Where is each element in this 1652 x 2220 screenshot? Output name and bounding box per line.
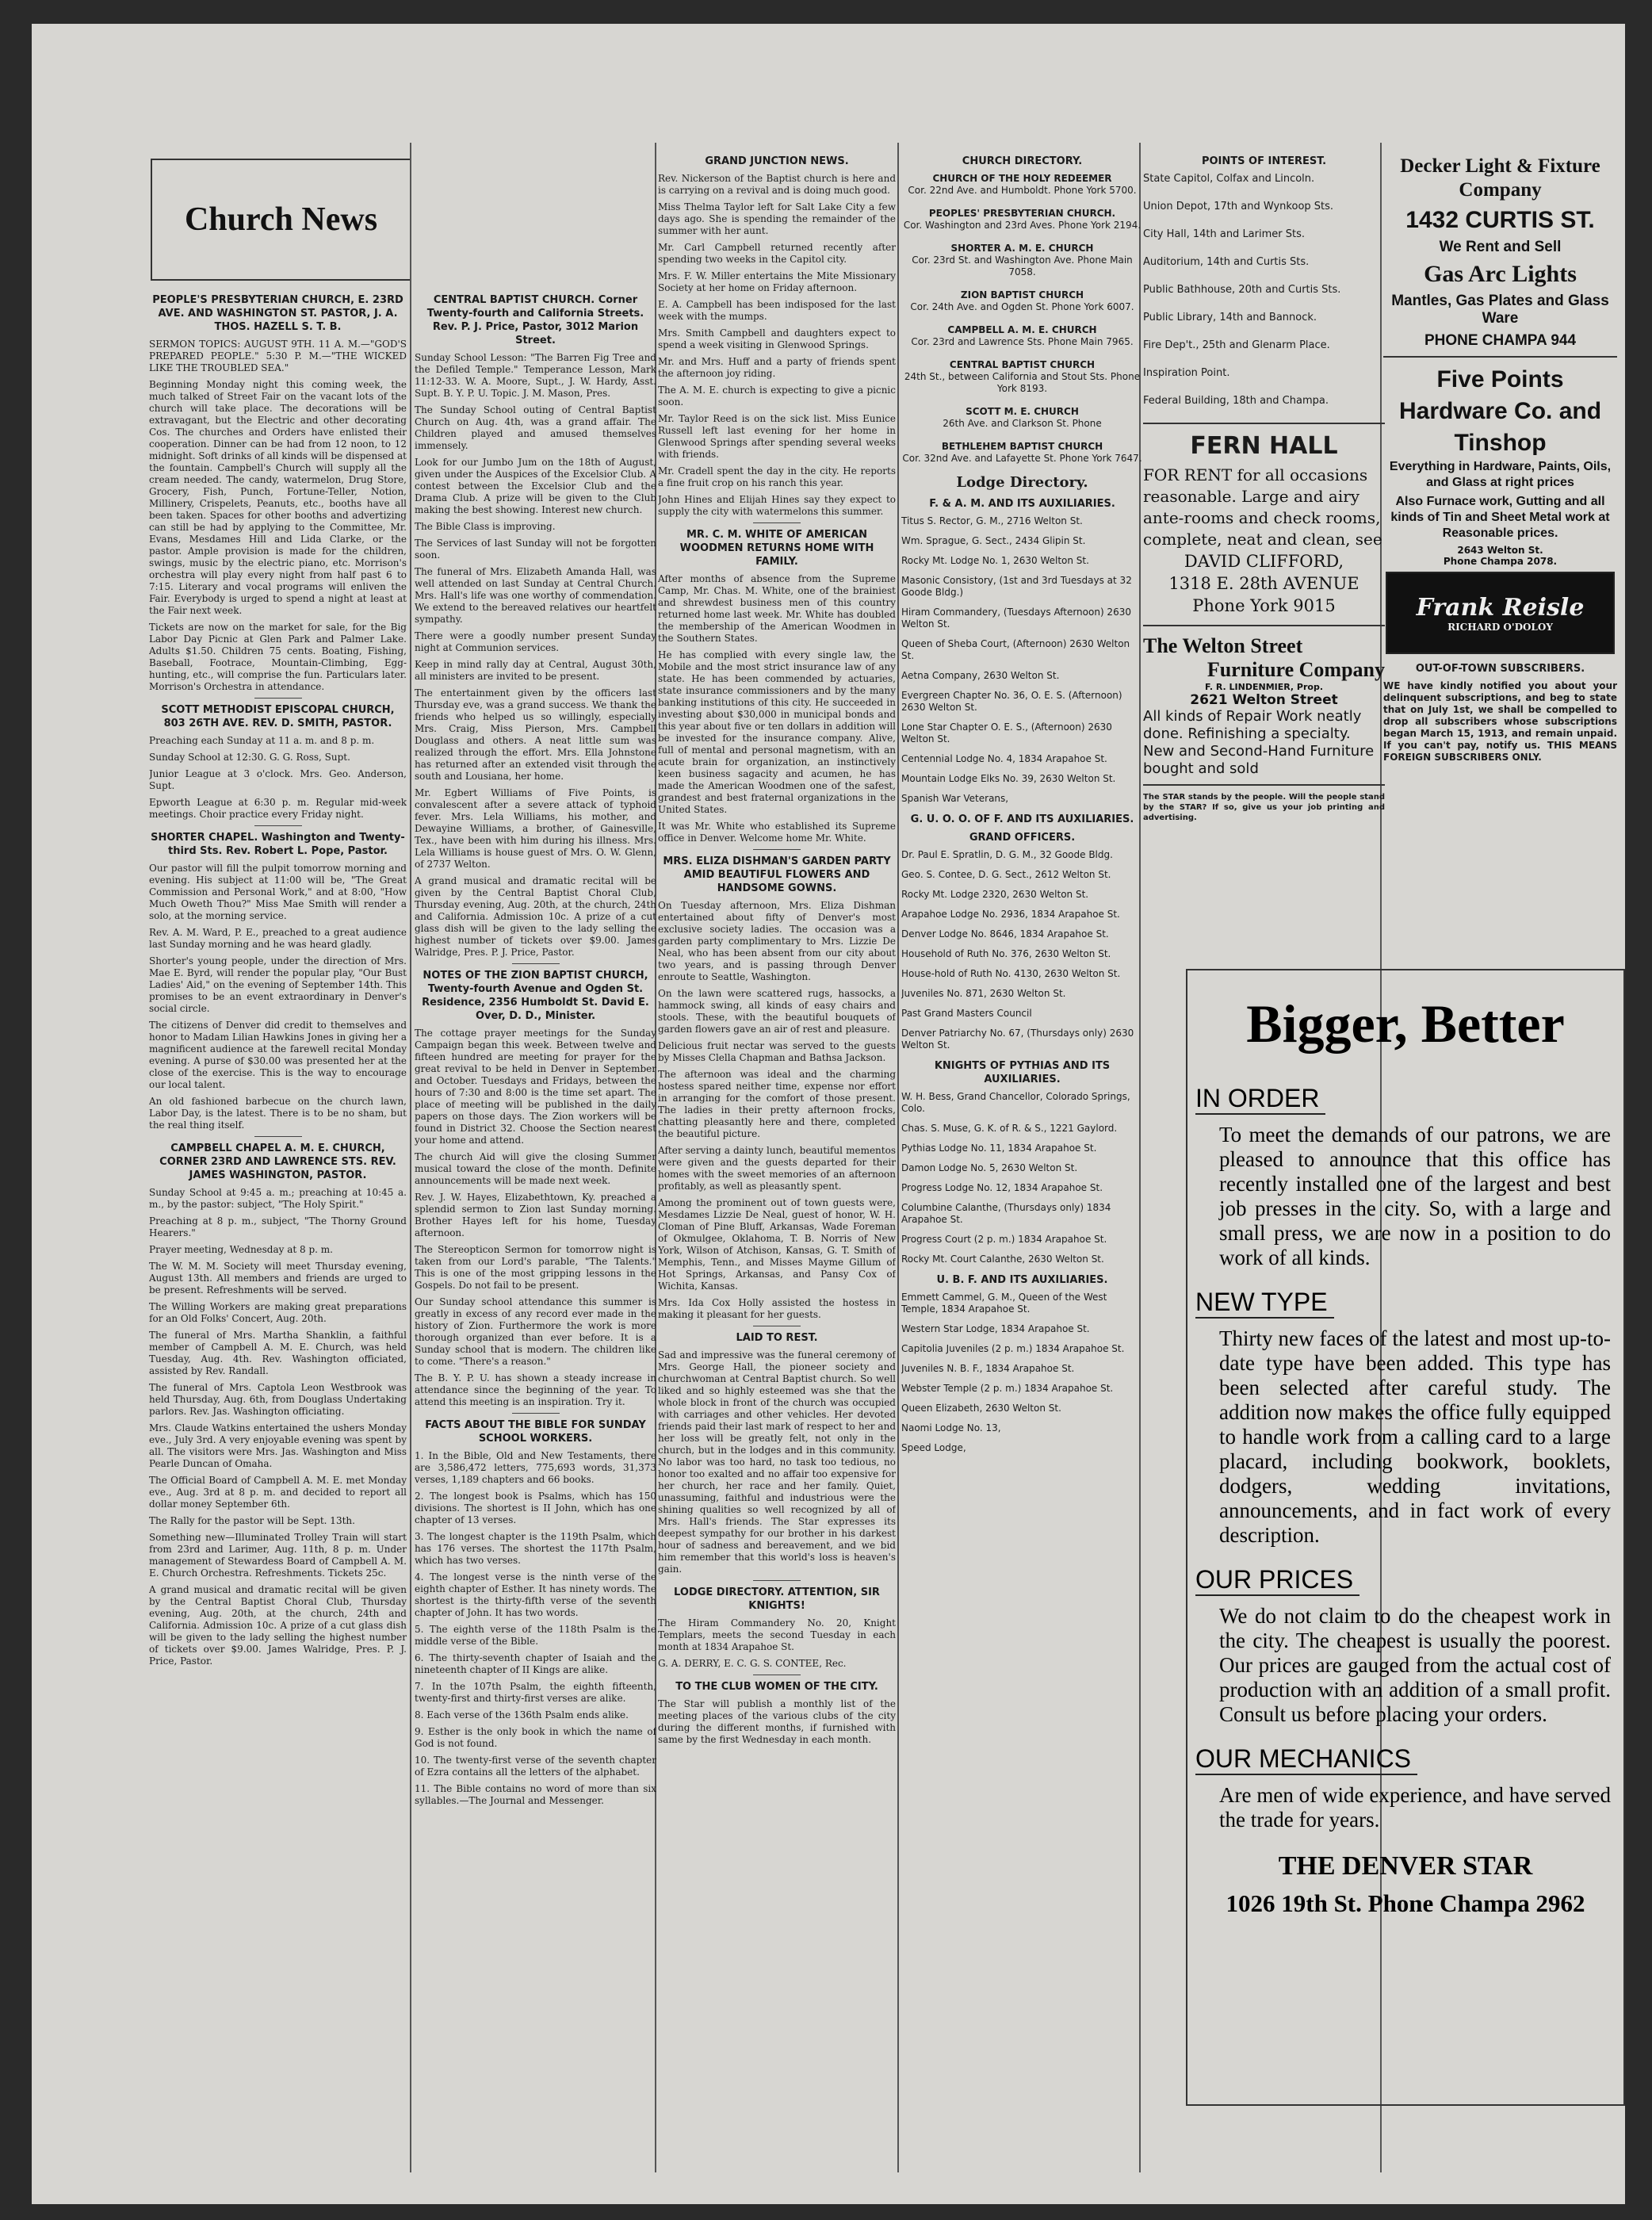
church-name: CAMPBELL A. M. E. CHURCH <box>947 324 1097 335</box>
point-of-interest: Auditorium, 14th and Curtis Sts. <box>1143 256 1310 268</box>
church-entry <box>901 406 1143 430</box>
lodge-entry: Juveniles No. 871, 2630 Welton St. <box>901 988 1066 999</box>
church-name: ZION BAPTIST CHURCH <box>960 289 1084 300</box>
article-paragraph: Our pastor will fill the pulpit tomorrow morning and evening. His subject at 11:00 will be, "The Great Commission and Personal Work," and at 8:00, "How Much Oweth Thou?" Miss Mae Smith will render a solo, at the morning service. <box>149 863 407 921</box>
article-heading: PEOPLE'S PRESBYTERIAN CHURCH, E. 23RD AVE. AND WASHINGTON ST. PASTOR, J. A. THOS. HAZELL S. T. B. <box>152 294 403 333</box>
article-heading: CENTRAL BAPTIST CHURCH. Corner Twenty-fourth and California Streets. Rev. P. J. Price, Pastor, 3012 Marion Street. <box>426 294 644 346</box>
points-of-interest <box>1143 173 1385 407</box>
lodge-entry: Mountain Lodge Elks No. 39, 2630 Welton St. <box>901 773 1116 784</box>
article-paragraph: Shorter's young people, under the direction of Mrs. Mae E. Byrd, will render the popular play, "Our Bust Ladies' Aid," on the evening of September 14th. This promises to be an event extraordinary in Denver's social circle. <box>149 955 407 1014</box>
article-paragraph: 3. The longest chapter is the 119th Psalm, which has 176 verses. The shortest the 117th Psalm, which has two verses. <box>415 1531 656 1566</box>
article-paragraph: A grand musical and dramatic recital will be given by the Central Baptist Choral Club, Thursday evening, Aug. 20th, at the church, 24th and California. Admission 10c. A prize of a cut glass dish will be given to the lady selling the highest number of tickets over $9.00. James Walridge, Pres. P. J. Price, Pastor. <box>415 875 656 958</box>
lodge-entry: Emmett Cammel, G. M., Queen of the West Temple, 1834 Arapahoe St. <box>901 1292 1107 1315</box>
article-paragraph: 9. Esther is the only book in which the name of God is not found. <box>415 1726 656 1749</box>
article-heading: LODGE DIRECTORY. ATTENTION, SIR KNIGHTS! <box>674 1587 880 1612</box>
lodge-entry: Geo. S. Contee, D. G. Sect., 2612 Welton St. <box>901 869 1111 880</box>
lodge-entry: Rocky Mt. Lodge No. 1, 2630 Welton St. <box>901 555 1089 566</box>
article-heading: SCOTT METHODIST EPISCOPAL CHURCH, 803 26TH AVE. REV. D. SMITH, PASTOR. <box>161 704 395 729</box>
separator <box>512 963 560 964</box>
lodge-entry: Centennial Lodge No. 4, 1834 Arapahoe St. <box>901 753 1107 764</box>
article-paragraph: On the lawn were scattered rugs, hassocks, a hammock swing, all kinds of easy chairs and stools. These, with the beautiful bouquets of garden flowers gave an air of rest and pleasure. <box>658 988 896 1035</box>
point-of-interest: Union Depot, 17th and Wynkoop Sts. <box>1143 201 1334 212</box>
lodge-entry: Webster Temple (2 p. m.) 1834 Arapahoe St. <box>901 1383 1114 1394</box>
lodge-entry: Spanish War Veterans, <box>901 793 1009 804</box>
article-heading: FACTS ABOUT THE BIBLE FOR SUNDAY SCHOOL WORKERS. <box>425 1419 646 1445</box>
article-paragraph: Mrs. Ida Cox Holly assisted the hostess in making it pleasant for her guests. <box>658 1297 896 1320</box>
article-paragraph: The funeral of Mrs. Elizabeth Amanda Hall, was well attended on last Sunday at Central Church. Mrs. Hall's life was one worthy of commendation. We extend to the bereaved relatives our heartfelt sympathy. <box>415 566 656 625</box>
reisle-logo-name: Frank Reisle <box>1416 593 1585 622</box>
article-paragraph: The Services of last Sunday will not be forgotten soon. <box>415 538 656 561</box>
lodge-directory <box>901 497 1143 1454</box>
lodge-entry: Rocky Mt. Lodge 2320, 2630 Welton St. <box>901 889 1089 900</box>
church-address: Cor. 23rd St. and Washington Ave. Phone Main 7058. <box>912 255 1133 278</box>
church-name: CHURCH OF THE HOLY REDEEMER <box>932 173 1112 184</box>
article-paragraph: 6. The thirty-seventh chapter of Isaiah and the nineteenth chapter of II Kings are alike. <box>415 1652 656 1675</box>
five-points-title: Five Points Hardware Co. and Tinshop <box>1398 366 1602 456</box>
separator <box>753 1580 801 1581</box>
article-paragraph: There were a goodly number present Sunday night at Communion services. <box>415 630 656 653</box>
article-paragraph: The funeral of Mrs. Martha Shanklin, a faithful member of Campbell A. M. E. Church, was held Tuesday, Aug. 4th. Rev. Washington officiated, assisted by Rev. Randall. <box>149 1330 407 1376</box>
article-paragraph: The church Aid will give the closing Summer musical toward the close of the month. Definite announcements will be made next week. <box>415 1151 656 1186</box>
article-paragraph: Beginning Monday night this coming week, the much talked of Street Fair on the vacant lots of the church will take place. The decorations will be extravagant, but the Electric and other decorating Cos. The churches and Orders have enlisted their cooperation. Dinner can be had from 12 noon, to 12 midnight. Soft drinks of all kinds will be dispensed at the fountain. Campbell's Church will supply all the cream needed. The candy, watermelon, Drug Store, Grocery, Fish, Punch, Fortune-Teller, Notion, Millinery, Crispelets, Peanuts, etc., booths have all been taken. Spaces for other booths and advertizing can still be had by applying to the Committee, Mr. Evans, Mesdames Hill and Lida Clarke, or the pastor. Ample provision is made for the children, swings, music by the electric piano, etc. Morrison's orchestra will play every night from half past 6 to 7:15. Literary and vocal programs will enliven the Fair. Everybody is urged to spend a night at least at the Fair next week. <box>149 379 407 616</box>
column-3 <box>658 155 896 2180</box>
article-paragraph: The citizens of Denver did credit to themselves and honor to Madam Lilian Hawkins Jones in giving her a magnificent audience at the farewell recital Monday evening. A purse of $30.00 was presented her at the close of the exercise. This is the way to encourage our local talent. <box>149 1020 407 1090</box>
separator <box>512 1413 560 1414</box>
article-paragraph: 4. The longest verse is the ninth verse of the eighth chapter of Esther. It has ninety words. The shortest is the thirty-fifth verse of the seventh chapter of John. It has two words. <box>415 1571 656 1618</box>
lodge-entry: Rocky Mt. Court Calanthe, 2630 Welton St. <box>901 1254 1104 1265</box>
fern-hall-contact: DAVID CLIFFORD, <box>1184 552 1344 571</box>
lodge-entry: Progress Court (2 p. m.) 1834 Arapahoe St. <box>901 1234 1107 1245</box>
article-paragraph: Keep in mind rally day at Central, August 30th, all ministers are invited to be present. <box>415 659 656 682</box>
church-entry <box>901 243 1143 278</box>
article-paragraph: It was Mr. White who established its Supreme office in Denver. Welcome home Mr. White. <box>658 821 896 844</box>
article-paragraph: Miss Thelma Taylor left for Salt Lake City a few days ago. She is spending the remainder of the summer with her aunt. <box>658 201 896 236</box>
point-of-interest: Public Library, 14th and Bannock. <box>1143 312 1317 323</box>
church-name: PEOPLES' PRESBYTERIAN CHURCH. <box>928 208 1116 219</box>
lodge-entry: Queen of Sheba Court, (Afternoon) 2630 Welton St. <box>901 638 1130 661</box>
church-entry <box>901 173 1143 197</box>
out-of-town-body: WE have kindly notified you about your delinquent subscriptions, and beg to state that on July 1st, we shall be compelled to drop all subscribers whose subscriptions began March 15, 1913, and remain unpaid. If you can't pay, notify us. THIS MEANS FOREIGN SUBSCRIBERS ONLY. <box>1383 680 1617 763</box>
points-of-interest-title: POINTS OF INTEREST. <box>1201 155 1327 167</box>
separator <box>254 698 302 699</box>
bigger-better-title: Bigger, Better <box>1246 993 1565 1054</box>
article-paragraph: The afternoon was ideal and the charming hostess spared neither time, expense nor effort in arranging for the comfort of those present. The ladies in their pretty afternoon frocks, chatting pleasantly here and there, completed the beautiful picture. <box>658 1069 896 1139</box>
article-paragraph: 8. Each verse of the 136th Psalm ends alike. <box>415 1709 629 1720</box>
article-paragraph: Mrs. Smith Campbell and daughters expect to spend a week visiting in Glenwood Springs. <box>658 327 896 350</box>
article-paragraph: The B. Y. P. U. has shown a steady increase in attendance since the beginning of the year. To attend this meeting is an inspiration. Try it. <box>415 1372 656 1407</box>
church-directory <box>901 173 1143 465</box>
article-heading: GRAND JUNCTION NEWS. <box>705 155 849 167</box>
our-mechanics-body: Are men of wide experience, and have served the trade for years. <box>1219 1783 1611 1832</box>
lodge-entry: Juveniles N. B. F., 1834 Arapahoe St. <box>901 1363 1075 1374</box>
article-paragraph: John Hines and Elijah Hines say they expect to supply the city with watermelons this summer. <box>658 494 896 517</box>
church-address: Cor. 23rd and Lawrence Sts. Phone Main 7965. <box>911 336 1134 347</box>
lodge-entry: Progress Lodge No. 12, 1834 Arapahoe St. <box>901 1182 1103 1193</box>
column-1 <box>149 293 407 2180</box>
reisle-logo <box>1386 572 1615 654</box>
article-paragraph: 1. In the Bible, Old and New Testaments, there are 3,586,472 letters, 775,693 words, 31,373 verses, 1,189 chapters and 66 books. <box>415 1450 656 1485</box>
lodge-group-heading: U. B. F. AND ITS AUXILIARIES. <box>936 1274 1108 1286</box>
lodge-entry: Denver Patriarchy No. 67, (Thursdays only) 2630 Welton St. <box>901 1028 1134 1051</box>
decker-address: 1432 CURTIS ST. <box>1405 207 1595 233</box>
church-entry <box>901 324 1143 348</box>
article-paragraph: G. A. DERRY, E. C. G. S. CONTEE, Rec. <box>658 1658 847 1669</box>
column-5 <box>1143 155 1385 947</box>
article-paragraph: The Bible Class is improving. <box>415 521 556 532</box>
article-paragraph: Mrs. F. W. Miller entertains the Mite Missionary Society at her home on Friday afternoon. <box>658 270 896 293</box>
article-paragraph: A grand musical and dramatic recital will be given by the Central Baptist Choral Club, Thursday evening, Aug. 20th, at the church, 24th and California. Admission 10c. A prize of a cut glass dish will be given to the lady selling the highest number of tickets over $9.00. James Walridge, Pres. P. J. Price, Pastor. <box>149 1584 407 1667</box>
article-paragraph: Sad and impressive was the funeral ceremony of Mrs. George Hall, the pioneer society and churchwoman at Central Baptist church. So well liked and so highly esteemed was she that the whole block in front of the church was occupied with carriages and other vehicles. Her devoted friends paid their last mark of respect to her and her loss will be greatly felt, not only in the church, but in the lodges and in this community. No labor was too hard, no task too tedious, no honor too exalted and no affair too expensive for her church, her race and her family. Quiet, unassuming, faithful and industrious were the shining qualities so well recognized by all of Mrs. Hall's friends. The Star expresses its deepest sympathy for our brother in his darkest hour of sadness and bereavement, and we bid him remember that this world's loss is heaven's gain. <box>658 1349 896 1575</box>
church-address: 24th St., between California and Stout Sts. Phone York 8193. <box>904 371 1141 394</box>
our-mechanics-heading: OUR MECHANICS <box>1195 1744 1417 1775</box>
lodge-group-heading: G. U. O. O. OF F. AND ITS AUXILIARIES. <box>910 813 1134 825</box>
article-paragraph: Sunday School at 12:30. G. G. Ross, Supt. <box>149 752 350 763</box>
article-heading: MRS. ELIZA DISHMAN'S GARDEN PARTY AMID BEAUTIFUL FLOWERS AND HANDSOME GOWNS. <box>663 855 891 894</box>
lodge-entry: Household of Ruth No. 376, 2630 Welton St. <box>901 948 1111 959</box>
article-paragraph: The funeral of Mrs. Captola Leon Westbrook was held Thursday, Aug. 6th, from Douglass Undertaking parlors. Rev. Jas. Washington officiating. <box>149 1382 407 1417</box>
lodge-entry: Masonic Consistory, (1st and 3rd Tuesdays at 32 Goode Bldg.) <box>901 575 1132 598</box>
point-of-interest: State Capitol, Colfax and Lincoln. <box>1143 173 1315 185</box>
church-name: SHORTER A. M. E. CHURCH <box>950 243 1094 254</box>
lodge-group-heading: KNIGHTS OF PYTHIAS AND ITS AUXILIARIES. <box>934 1060 1111 1085</box>
article-paragraph: Mr. Carl Campbell returned recently after spending two weeks in the Capitol city. <box>658 242 896 265</box>
point-of-interest: City Hall, 14th and Larimer Sts. <box>1143 228 1306 240</box>
article-paragraph: Preaching each Sunday at 11 a. m. and 8 p. m. <box>149 735 375 746</box>
welton-title-1: The Welton Street <box>1143 634 1303 657</box>
welton-body: All kinds of Repair Work neatly done. Refinishing a specialty. New and Second-Hand Furniture bought and sold <box>1143 708 1375 777</box>
article-paragraph: He has complied with every single law, the Mobile and the most strict insurance law of any state. He has been commended by actuaries, state insurance commissioners and by the many banking institutions of this city. He succeeded in investing about $30,000 in municipal bonds and this year about five or ten dollars in addition will be invested for the insurance company. Alive, full of mental and personal magnetism, with an acute brain for organization, an instinctively keen business sagacity and acumen, he has made the American Woodmen one of the safest, grandest and best fraternal organizations in the United States. <box>658 649 896 815</box>
church-entry <box>901 289 1143 313</box>
our-prices-heading: OUR PRICES <box>1195 1565 1359 1596</box>
separator <box>254 825 302 826</box>
in-order-heading: IN ORDER <box>1195 1084 1325 1115</box>
lodge-entry: House-hold of Ruth No. 4130, 2630 Welton St. <box>901 968 1121 979</box>
article-paragraph: Mr. Taylor Reed is on the sick list. Miss Eunice Russell left last evening for her home in Glenwood Springs after spending several weeks with friends. <box>658 413 896 460</box>
bigger-better-ad <box>1186 969 1625 2106</box>
article-paragraph: 5. The eighth verse of the 118th Psalm is the middle verse of the Bible. <box>415 1624 656 1647</box>
article-paragraph: Mr. Cradell spent the day in the city. He reports a fine fruit crop on his ranch this year. <box>658 465 896 488</box>
separator <box>254 1136 302 1137</box>
lodge-entry: Wm. Sprague, G. Sect., 2434 Glipin St. <box>901 535 1086 546</box>
article-paragraph: An old fashioned barbecue on the church lawn, Labor Day, is the latest. There is to be no sham, but the real thing itself. <box>149 1096 407 1131</box>
column-rule <box>897 143 899 2172</box>
separator <box>753 522 801 523</box>
decker-line-3: Mantles, Gas Plates and Glass Ware <box>1391 293 1609 327</box>
article-paragraph: Mrs. Claude Watkins entertained the ushers Monday eve., July 3rd. A very enjoyable evening was spent by all. The visitors were Mrs. Jas. Washington and Miss Pearle Duncan of Omaha. <box>149 1422 407 1469</box>
article-paragraph: The A. M. E. church is expecting to give a picnic soon. <box>658 385 896 408</box>
article-paragraph: Delicious fruit nectar was served to the guests by Misses Clella Chapman and Bathsa Jackson. <box>658 1040 896 1063</box>
article-paragraph: Our Sunday school attendance this summer is greatly in excess of any record ever made in the history of Zion. Furthermore the work is more thorough organized than ever before. It is a Sunday school that is modern. The children like to come. "There's a reason." <box>415 1296 656 1367</box>
article-paragraph: E. A. Campbell has been indisposed for the last week with the mumps. <box>658 299 896 322</box>
church-name: CENTRAL BAPTIST CHURCH <box>949 359 1096 370</box>
lodge-entry: Chas. S. Muse, G. K. of R. & S., 1221 Gaylord. <box>901 1123 1118 1134</box>
lodge-entry: Pythias Lodge No. 11, 1834 Arapahoe St. <box>901 1143 1097 1154</box>
lodge-entry: Western Star Lodge, 1834 Arapahoe St. <box>901 1323 1090 1334</box>
five-points-address: 2643 Welton St. <box>1457 545 1543 556</box>
church-address: Cor. 32nd Ave. and Lafayette St. Phone York 7647. <box>902 453 1142 464</box>
article-paragraph: 10. The twenty-first verse of the seventh chapter of Ezra contains all the letters of the alphabet. <box>415 1755 656 1778</box>
lodge-entry: Hiram Commandery, (Tuesdays Afternoon) 2630 Welton St. <box>901 607 1131 630</box>
in-order-body: To meet the demands of our patrons, we are pleased to announce that this office has recently installed one of the largest and best job presses in the city. So, with a large and small press, we are now in a position to do work of all kinds. <box>1219 1123 1611 1269</box>
article-heading: CAMPBELL CHAPEL A. M. E. CHURCH, CORNER 23RD AND LAWRENCE STS. REV. JAMES WASHINGTON, PASTOR. <box>159 1143 396 1181</box>
our-prices-body: We do not claim to do the cheapest work in the city. The cheapest is usually the poorest. Our prices are gauged from the actual cost of production with an addition of a small profit. Consult us before placing your orders. <box>1219 1604 1611 1726</box>
new-type-heading: NEW TYPE <box>1195 1288 1334 1319</box>
article-paragraph: SERMON TOPICS: AUGUST 9TH. 11 A. M.—"GOD'S PREPARED PEOPLE." 5:30 P. M.—"THE WICKED LIKE THE TROUBLED SEA." <box>149 339 407 373</box>
point-of-interest: Fire Dep't., 25th and Glenarm Place. <box>1143 339 1330 351</box>
lodge-entry: Titus S. Rector, G. M., 2716 Welton St. <box>901 515 1083 526</box>
denver-star-name: THE DENVER STAR <box>1278 1851 1533 1881</box>
article-paragraph: The Stereopticon Sermon for tomorrow night is taken from our Lord's parable, "The Talents." This is one of the most gripping lessons in the Gospels. Do not fail to be present. <box>415 1244 656 1291</box>
column-4 <box>901 155 1143 2180</box>
lodge-entry: Denver Lodge No. 8646, 1834 Arapahoe St. <box>901 928 1109 940</box>
five-points-phone: Phone Champa 2078. <box>1443 556 1558 567</box>
out-of-town-title: OUT-OF-TOWN SUBSCRIBERS. <box>1415 663 1585 675</box>
church-entry <box>901 359 1143 395</box>
article-heading: MR. C. M. WHITE OF AMERICAN WOODMEN RETURNS HOME WITH FAMILY. <box>679 529 874 568</box>
five-points-body-1: Everything in Hardware, Paints, Oils, and Glass at right prices <box>1389 460 1612 489</box>
article-paragraph: The Official Board of Campbell A. M. E. met Monday eve., Aug. 3rd at 8 p. m. and decided to report all dollar money September 6th. <box>149 1475 407 1510</box>
lodge-entry: Damon Lodge No. 5, 2630 Welton St. <box>901 1162 1078 1173</box>
church-name: SCOTT M. E. CHURCH <box>966 406 1079 417</box>
decker-line-1: We Rent and Sell <box>1439 239 1562 255</box>
decker-phone: PHONE CHAMPA 944 <box>1424 332 1577 349</box>
lodge-group-heading: F. & A. M. AND ITS AUXILIARIES. <box>929 498 1115 510</box>
lodge-entry: Queen Elizabeth, 2630 Welton St. <box>901 1403 1061 1414</box>
article-paragraph: Mr. Egbert Williams of Five Points, is convalescent after a severe attack of typhoid fever. Mrs. Lela Williams, his mother, and Dewayine Williams, a brother, of Gainesville, Tex., have been with him during his illness. Mrs. Lela Williams is house guest of Mrs. O. W. Glenn, of 2737 Welton. <box>415 787 656 870</box>
column-6 <box>1383 155 1617 947</box>
denver-star-address: 1026 19th St. Phone Champa 2962 <box>1226 1889 1585 1917</box>
article-paragraph: Epworth League at 6:30 p. m. Regular mid-week meetings. Choir practice every Friday night. <box>149 797 407 820</box>
article-paragraph: Preaching at 8 p. m., subject, "The Thorny Ground Hearers." <box>149 1215 407 1238</box>
article-paragraph: 11. The Bible contains no word of more than six syllables.—The Journal and Messenger. <box>415 1783 656 1806</box>
article-paragraph: Rev. J. W. Hayes, Elizabethtown, Ky. preached a splendid sermon to Zion last Sunday morning. Brother Hayes left for his home, Tuesday afternoon. <box>415 1192 656 1238</box>
article-paragraph: The entertainment given by the officers last Thursday eve, was a grand success. We thank the friends who helped us so willingly, especially Mrs. Craig, Miss Pierson, Mrs. Campbell Douglass and others. A neat little sum was realized through the effort. Mrs. Ella Johnstone has returned after an extended visit through the south and Lousiana, her home. <box>415 687 656 782</box>
reisle-logo-sub: RICHARD O'DOLOY <box>1447 621 1553 633</box>
article-paragraph: 2. The longest book is Psalms, which has 150 divisions. The shortest is II John, which has one chapter of 13 verses. <box>415 1491 656 1525</box>
article-paragraph: After serving a dainty lunch, beautiful mementos were given and the guests departed for their homes with the sweet memories of an afternoon profitably, as well as pleasantly spent. <box>658 1145 896 1192</box>
lodge-entry: Arapahoe Lodge No. 2936, 1834 Arapahoe St. <box>901 909 1120 920</box>
article-paragraph: The W. M. M. Society will meet Thursday evening, August 13th. All members and friends are urged to be present. Refreshments will be served. <box>149 1261 407 1296</box>
article-paragraph: Mr. and Mrs. Huff and a party of friends spent the afternoon joy riding. <box>658 356 896 379</box>
column-rule <box>410 143 411 2172</box>
lodge-directory-title: Lodge Directory. <box>956 474 1088 491</box>
newspaper-page <box>32 24 1625 2204</box>
article-paragraph: The Star will publish a monthly list of the meeting places of the various clubs of the city during the different months, if furnished with same by the first Wednesday in each month. <box>658 1698 896 1745</box>
article-paragraph: Something new—Illuminated Trolley Train will start from 23rd and Larimer, Aug. 11th, 8 p. m. Under management of Stewardess Board of Campbell A. M. E. Church Orchestra. Refreshments. Tickets 25c. <box>149 1532 407 1579</box>
church-entry <box>901 441 1143 465</box>
article-heading: SHORTER CHAPEL. Washington and Twenty-third Sts. Rev. Robert L. Pope, Pastor. <box>151 832 405 857</box>
article-paragraph: Rev. Nickerson of the Baptist church is here and is carrying on a revival and is doing much good. <box>658 173 896 196</box>
decker-line-2: Gas Arc Lights <box>1424 261 1577 287</box>
article-paragraph: Rev. A. M. Ward, P. E., preached to a great audience last Sunday morning and he was heard gladly. <box>149 927 407 950</box>
article-heading: TO THE CLUB WOMEN OF THE CITY. <box>675 1681 878 1693</box>
column-2 <box>415 293 656 2180</box>
point-of-interest: Inspiration Point. <box>1143 367 1230 379</box>
article-paragraph: The Rally for the pastor will be Sept. 13th. <box>149 1515 355 1526</box>
article-heading: NOTES OF THE ZION BAPTIST CHURCH, Twenty-fourth Avenue and Ogden St. Residence, 2356 Humboldt St. David E. Over, D. D., Minister. <box>422 970 649 1022</box>
fern-hall-title: FERN HALL <box>1190 432 1338 460</box>
lodge-entry: Dr. Paul E. Spratlin, D. G. M., 32 Goode Bldg. <box>901 849 1113 860</box>
article-paragraph: Junior League at 3 o'clock. Mrs. Geo. Anderson, Supt. <box>149 768 407 791</box>
article-paragraph: The Sunday School outing of Central Baptist Church on Aug. 4th, was a grand affair. The Children played and amused themselves immensely. <box>415 404 656 451</box>
lodge-entry: Speed Lodge, <box>901 1442 966 1453</box>
article-paragraph: After months of absence from the Supreme Camp, Mr. Chas. M. White, one of the brainiest and shrewdest business men of this country returned home last week. Mr. White has doubled the membership of the American Woodmen in the Southern States. <box>658 573 896 644</box>
welton-address: 2621 Welton Street <box>1190 692 1338 708</box>
article-paragraph: Sunday School at 9:45 a. m.; preaching at 10:45 a. m., by the pastor: subject, "The Holy Spirit." <box>149 1187 407 1210</box>
article-paragraph: The Willing Workers are making great preparations for an Old Folks' Concert, Aug. 20th. <box>149 1301 407 1324</box>
section-title: Church News <box>151 159 411 281</box>
new-type-body: Thirty new faces of the latest and most up-to-date type have been added. This type has been selected after careful study. The addition now makes the office fully equipped to handle work from a calling card to a large placard, including bookwork, booklets, dodgers, wedding invitations, announcements, and in fact work of every description. <box>1219 1326 1611 1547</box>
church-name: BETHLEHEM BAPTIST CHURCH <box>941 441 1103 452</box>
fern-hall-phone: Phone York 9015 <box>1192 596 1336 615</box>
decker-title: Decker Light & Fixture Company <box>1400 155 1600 201</box>
separator <box>753 849 801 850</box>
star-note: The STAR stands by the people. Will the people stand by the STAR? If so, give us your job printing and advertising. <box>1143 793 1385 822</box>
fern-hall-address: 1318 E. 28th AVENUE <box>1168 574 1359 593</box>
lodge-entry: Naomi Lodge No. 13, <box>901 1422 1001 1433</box>
lodge-entry: Aetna Company, 2630 Welton St. <box>901 670 1060 681</box>
article-heading: LAID TO REST. <box>736 1332 818 1344</box>
article-paragraph: 7. In the 107th Psalm, the eighth fifteenth, twenty-first and thirty-first verses are alike. <box>415 1681 656 1704</box>
point-of-interest: Public Bathhouse, 20th and Curtis Sts. <box>1143 284 1341 296</box>
article-paragraph: The cottage prayer meetings for the Sunday Campaign began this week. Between twelve and fifteen hundred are meeting for prayer for the great revival to be held in Denver in September and October. Tuesdays and Fridays, between the hours of 7:30 and 8:00 is the time set apart. The place of meeting will be published in the daily papers on those days. The Zion workers will be found in District 32. Choose the Section nearest your home and attend. <box>415 1028 656 1146</box>
article-paragraph: Tickets are now on the market for sale, for the Big Labor Day Picnic at Glen Park and Palmer Lake. Adults $1.50. Children 75 cents. Boating, Fishing, Baseball, Footrace, Mountain-Climbing, Egg-hunting, etc., will comprise the fun. Particulars later. Morrison's Orchestra in attendance. <box>149 622 407 692</box>
point-of-interest: Federal Building, 18th and Champa. <box>1143 395 1329 407</box>
church-address: Cor. Washington and 23rd Aves. Phone York 2194. <box>903 220 1141 231</box>
church-address: Cor. 22nd Ave. and Humboldt. Phone York 5700. <box>908 185 1137 196</box>
article-paragraph: Prayer meeting, Wednesday at 8 p. m. <box>149 1244 333 1255</box>
article-paragraph: Among the prominent out of town guests were, Mesdames Lizzie De Neal, guest of honor, W. H. Cloman of Pine Bluff, Arkansas, Wade Foreman of Okmulgee, Oklahoma, T. B. Norris of New York, Wilson of Atchison, Kansas, G. T. Smith of Memphis, Tenn., and Misses Mayme Gillum of Hot Springs, Arkansas, and Pansy Cox of Wichita, Kansas. <box>658 1197 896 1292</box>
church-address: 26th Ave. and Clarkson St. Phone <box>943 418 1102 429</box>
lodge-entry: Past Grand Masters Council <box>901 1008 1032 1019</box>
article-paragraph: The Hiram Commandery No. 20, Knight Templars, meets the second Tuesday in each month at 1834 Arapahoe St. <box>658 1617 896 1652</box>
lodge-entry: Capitolia Juveniles (2 p. m.) 1834 Arapahoe St. <box>901 1343 1125 1354</box>
article-paragraph: Sunday School Lesson: "The Barren Fig Tree and the Defiled Temple." Temperance Lesson, Mark 11:12-33. W. A. Moore, Supt., J. W. Hardy, Asst. Supt. B. Y. P. U. Topic. J. M. Mason, Pres. <box>415 352 656 399</box>
article-paragraph: Look for our Jumbo Jum on the 18th of August, given under the Auspices of the Excelsior Club. A contest between the Excelsior Club and the Drama Club. A prize will be given to the Club making the best showing. Interest new church. <box>415 457 656 515</box>
church-address: Cor. 24th Ave. and Ogden St. Phone York 6007. <box>910 301 1134 312</box>
fern-hall-body: FOR RENT for all occasions reasonable. Large and airy ante-rooms and check rooms, complete, neat and clean, see <box>1143 465 1382 549</box>
welton-proprietor: F. R. LINDENMIER, Prop. <box>1204 682 1324 692</box>
five-points-body-2: Also Furnace work, Gutting and all kinds of Tin and Sheet Metal work at Reasonable prices. <box>1390 495 1610 540</box>
lodge-entry: W. H. Bess, Grand Chancellor, Colorado Springs, Colo. <box>901 1091 1130 1114</box>
church-directory-title: CHURCH DIRECTORY. <box>962 155 1083 167</box>
lodge-entry: Evergreen Chapter No. 36, O. E. S. (Afternoon) 2630 Welton St. <box>901 690 1122 713</box>
article-paragraph: On Tuesday afternoon, Mrs. Eliza Dishman entertained about fifty of Denver's most exclusive society ladies. The occasion was a garden party complimentary to Mrs. Lizzie De Neal, who has been absent from our city about two years, and is passing through Denver enroute to Seattle, Washington. <box>658 900 896 982</box>
lodge-entry: Lone Star Chapter O. E. S., (Afternoon) 2630 Welton St. <box>901 722 1112 744</box>
lodge-entry: Columbine Calanthe, (Thursdays only) 1834 Arapahoe St. <box>901 1202 1111 1225</box>
welton-title-2: Furniture Company <box>1206 658 1385 681</box>
church-entry <box>901 208 1143 232</box>
lodge-group-heading: GRAND OFFICERS. <box>969 832 1076 844</box>
